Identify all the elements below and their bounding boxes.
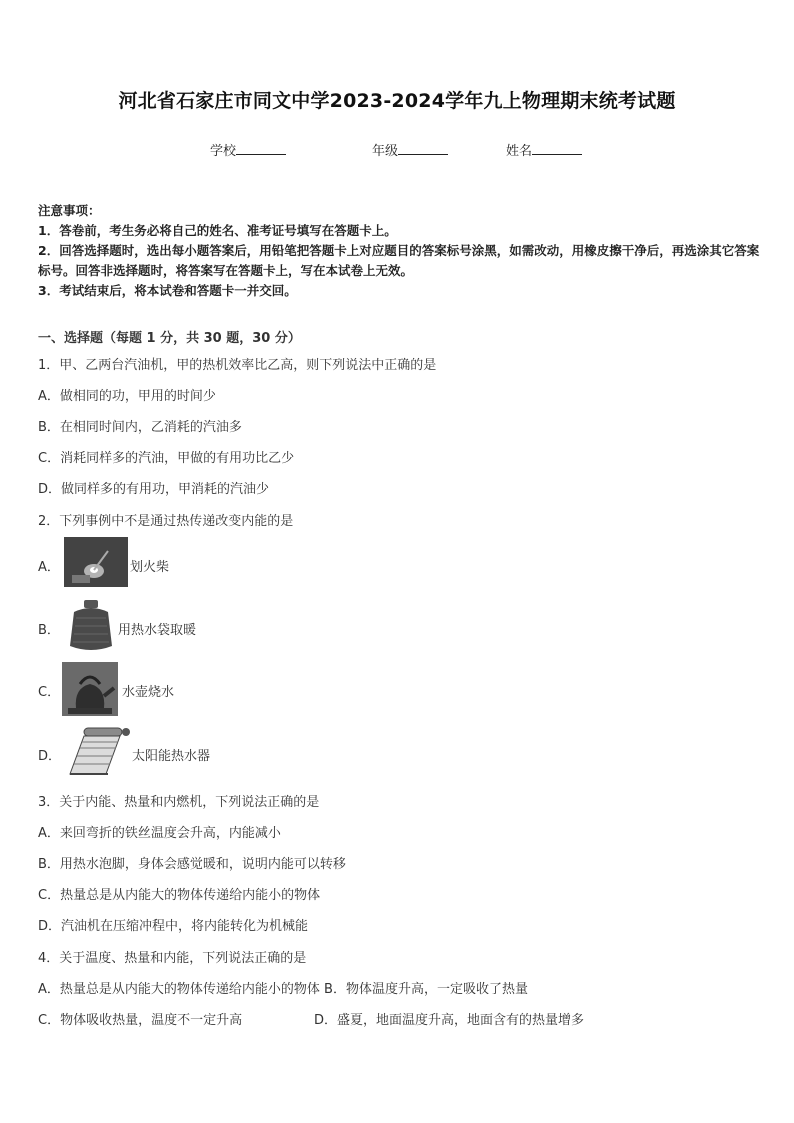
- q4-option-ab: A．热量总是从内能大的物体传递给内能小的物体 B．物体温度升高，一定吸收了热量: [38, 982, 528, 997]
- exam-title: 河北省石家庄市同文中学2023-2024学年九上物理期末统考试题: [118, 90, 676, 112]
- q4-stem: 4．关于温度、热量和内能，下列说法正确的是: [38, 951, 307, 966]
- name-label: 姓名: [506, 144, 533, 159]
- q2-option-a-letter: A．: [38, 560, 60, 575]
- q2-option-d-text: 太阳能热水器: [132, 749, 211, 764]
- q3-option-c: C．热量总是从内能大的物体传递给内能小的物体: [38, 888, 321, 903]
- q2-option-c-text: 水壶烧水: [122, 685, 175, 700]
- q2-option-c-letter: C．: [38, 685, 61, 700]
- name-blank: [532, 141, 582, 155]
- notice-item: 2．回答选择题时，选出每小题答案后，用铅笔把答题卡上对应题目的答案标号涂黑，如需改动，用橡皮擦干净后，再选涂其它答案标号。回答非选择题时，将答案写在答题卡上，写在本试卷上无效。: [38, 243, 760, 278]
- q1-option-b: B．在相同时间内，乙消耗的汽油多: [38, 420, 242, 435]
- q3-option-d: D．汽油机在压缩冲程中，将内能转化为机械能: [38, 919, 309, 934]
- q4-option-d: D．盛夏，地面温度升高，地面含有的热量增多: [314, 1013, 585, 1028]
- q1-option-a: A．做相同的功，甲用的时间少: [38, 389, 216, 404]
- q3-stem: 3．关于内能、热量和内燃机，下列说法正确的是: [38, 795, 320, 810]
- school-label: 学校: [210, 144, 237, 159]
- q3-option-b: B．用热水泡脚，身体会感觉暖和，说明内能可以转移: [38, 857, 346, 872]
- q1-option-c: C．消耗同样多的汽油，甲做的有用功比乙少: [38, 451, 295, 466]
- match-striking-image: [64, 537, 128, 587]
- school-blank: [236, 141, 286, 155]
- name-field: [506, 140, 582, 159]
- grade-field: [372, 140, 448, 159]
- section-heading: 一、选择题（每题 1 分，共 30 题，30 分）: [38, 331, 301, 346]
- solar-water-heater-image: [64, 722, 130, 778]
- school-field: [210, 140, 286, 159]
- hot-water-bag-image: [66, 598, 116, 654]
- notice-item: 1．答卷前，考生务必将自己的姓名、准考证号填写在答题卡上。: [38, 223, 397, 238]
- grade-label: 年级: [372, 144, 399, 159]
- q2-option-a-text: 划火柴: [130, 560, 170, 575]
- q2-option-b-text: 用热水袋取暖: [118, 623, 197, 638]
- grade-blank: [398, 141, 448, 155]
- q1-option-d: D．做同样多的有用功，甲消耗的汽油少: [38, 482, 270, 497]
- q1-stem: 1．甲、乙两台汽油机，甲的热机效率比乙高，则下列说法中正确的是: [38, 358, 437, 373]
- kettle-image: [62, 662, 118, 716]
- q4-option-c: C．物体吸收热量，温度不一定升高: [38, 1013, 243, 1028]
- q2-option-d-letter: D．: [38, 749, 62, 764]
- notice-block: [38, 201, 760, 301]
- notice-heading: 注意事项：: [38, 203, 101, 218]
- q3-option-a: A．来回弯折的铁丝温度会升高，内能减小: [38, 826, 281, 841]
- notice-item: 3．考试结束后，将本试卷和答题卡一并交回。: [38, 283, 297, 298]
- q2-stem: 2．下列事例中不是通过热传递改变内能的是: [38, 514, 294, 529]
- q2-option-b-letter: B．: [38, 623, 60, 638]
